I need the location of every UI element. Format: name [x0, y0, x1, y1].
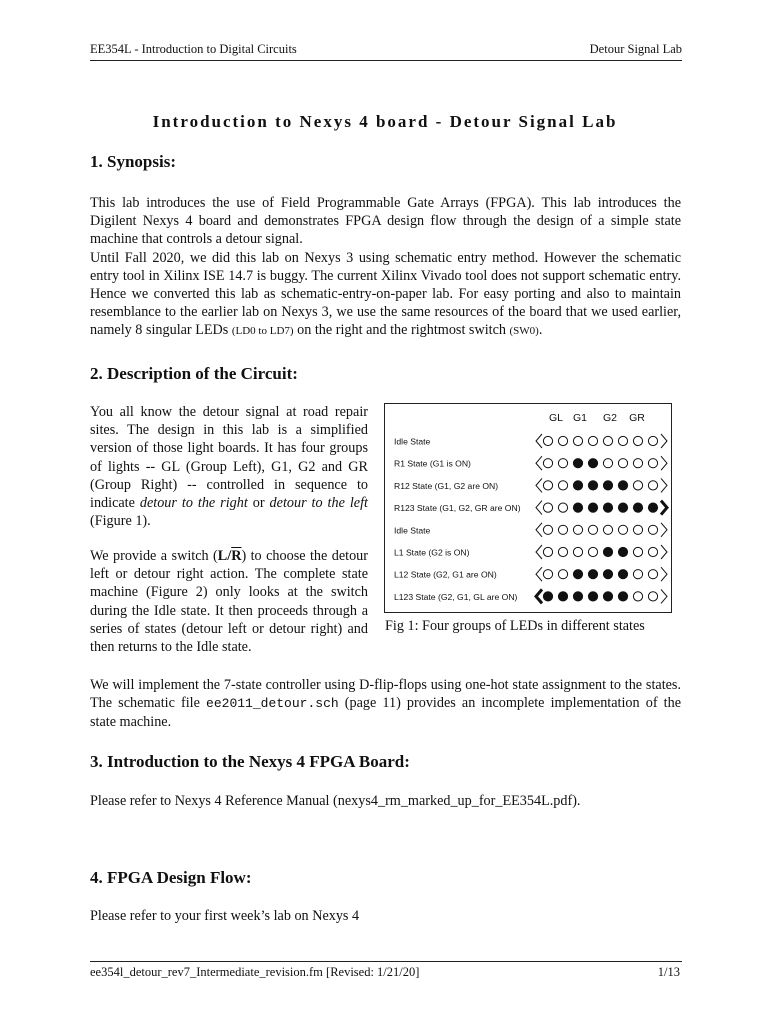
- state-label: Idle State: [394, 525, 431, 536]
- led-off: [618, 525, 627, 534]
- led-off: [648, 481, 657, 490]
- led-on: [543, 592, 552, 601]
- led-off: [543, 547, 552, 556]
- led-states-diagram: [385, 404, 671, 612]
- implementation-paragraph: [90, 676, 681, 732]
- led-off: [648, 459, 657, 468]
- led-off: [648, 547, 657, 556]
- led-off: [543, 503, 552, 512]
- left-chevron: [536, 478, 542, 492]
- implementation-text: (page 11) provides an incomplete implementation of the state machine.: [90, 695, 681, 731]
- led-off: [633, 547, 642, 556]
- switch-name: (SW0): [509, 325, 539, 338]
- led-on: [588, 592, 597, 601]
- led-on: [573, 592, 582, 601]
- led-off: [543, 570, 552, 579]
- header-rule: [90, 60, 682, 61]
- group-label-g2: G2: [602, 412, 618, 424]
- led-off: [558, 547, 567, 556]
- implementation-text: We will implement the 7-state controller using D-flip-flops using one-hot state assignment to the states. The schematic file: [90, 677, 681, 712]
- led-off: [633, 525, 642, 534]
- led-off: [558, 570, 567, 579]
- state-label: Idle State: [394, 436, 431, 447]
- led-off: [543, 459, 552, 468]
- circuit-text: ) to choose the detour left or detour right action. The complete state machine (Figure 2) only looks at the switch during the Idle state. It then proceeds through a series of states (detour left or detour right) and then returns to the Idle state.: [90, 548, 368, 656]
- led-off: [558, 503, 567, 512]
- right-chevron: [661, 434, 667, 448]
- circuit-text: (Figure 1).: [90, 513, 151, 530]
- state-label: R123 State (G1, G2, GR are ON): [394, 503, 521, 514]
- state-label: R1 State (G1 is ON): [394, 458, 471, 469]
- led-on: [603, 592, 612, 601]
- led-off: [618, 459, 627, 468]
- synopsis-text: Until Fall 2020, we did this lab on Nexys 3 using schematic entry method. However the schematic entry tool in Xilinx ISE 14.7 is buggy. The current Xilinx Vivado tool does not support schematic entry. Hence we converted this lab as schematic-entry-on-paper lab. For easy porting and also to maintain resemblance to the earlier lab on Nexys 3, we use the same resources of the board that we used earlier, namely 8 singular LEDs: [90, 249, 681, 339]
- led-off: [633, 481, 642, 490]
- led-off: [648, 436, 657, 445]
- section-3-body: Please refer to Nexys 4 Reference Manual (nexys4_rm_marked_up_for_EE354L.pdf).: [90, 793, 581, 809]
- synopsis-text: on the right and the rightmost switch: [293, 322, 510, 339]
- led-on: [573, 481, 582, 490]
- led-off: [558, 436, 567, 445]
- led-on: [618, 592, 627, 601]
- led-on: [618, 570, 627, 579]
- led-on: [618, 547, 627, 556]
- led-on: [588, 481, 597, 490]
- right-chevron: [661, 478, 667, 492]
- section-1-body: [90, 194, 681, 341]
- led-on: [618, 481, 627, 490]
- led-on: [603, 570, 612, 579]
- section-1-heading: 1. Synopsis:: [90, 152, 176, 171]
- left-chevron: [536, 589, 542, 603]
- page-number: 1/13: [657, 965, 680, 979]
- led-on: [603, 503, 612, 512]
- schematic-filename: ee2011_detour.sch: [206, 696, 339, 712]
- section-3-heading: 3. Introduction to the Nexys 4 FPGA Board:: [90, 752, 410, 771]
- section-2-heading: 2. Description of the Circuit:: [90, 364, 298, 383]
- led-on: [603, 481, 612, 490]
- circuit-text: We provide a switch (: [90, 548, 218, 564]
- state-label: L12 State (G2, G1 are ON): [394, 569, 497, 580]
- led-off: [558, 525, 567, 534]
- led-off: [543, 525, 552, 534]
- figure-1-caption: Fig 1: Four groups of LEDs in different states: [385, 618, 645, 634]
- left-chevron: [536, 434, 542, 448]
- led-off: [588, 436, 597, 445]
- led-on: [618, 503, 627, 512]
- switch-label-left: L/: [217, 548, 232, 564]
- right-chevron: [661, 501, 667, 515]
- led-range: (LD0 to LD7): [231, 325, 294, 338]
- circuit-text: You all know the detour signal at road repair sites. The design in this lab is a simplified version of those light boards. It has four groups of lights -- GL (Group Left), G1, G2 and GR (Group Right) -- controlled in sequence to indicate: [90, 404, 368, 512]
- led-on: [573, 503, 582, 512]
- led-on: [633, 503, 642, 512]
- led-off: [588, 525, 597, 534]
- led-on: [603, 547, 612, 556]
- footer-rule: [90, 961, 682, 962]
- state-label: L1 State (G2 is ON): [394, 547, 470, 558]
- right-chevron: [661, 589, 667, 603]
- led-off: [633, 459, 642, 468]
- group-label-g1: G1: [572, 412, 588, 424]
- synopsis-paragraph-1: This lab introduces the use of Field Programmable Gate Arrays (FPGA). This lab introduces the Digilent Nexys 4 board and demonstrates FPGA design flow through the design of a simple state machine that controls a detour signal.: [90, 195, 681, 248]
- led-on: [573, 459, 582, 468]
- circuit-emphasis: detour to the left: [269, 495, 368, 512]
- running-header-right: Detour Signal Lab: [589, 42, 682, 56]
- led-off: [648, 592, 657, 601]
- led-off: [603, 459, 612, 468]
- led-off: [603, 436, 612, 445]
- figure-1-led-states: [384, 403, 672, 613]
- led-off: [588, 547, 597, 556]
- led-off: [558, 459, 567, 468]
- led-on: [558, 592, 567, 601]
- led-on: [588, 459, 597, 468]
- synopsis-text: .: [538, 322, 543, 339]
- right-chevron: [661, 456, 667, 470]
- right-chevron: [661, 545, 667, 559]
- left-chevron: [536, 545, 542, 559]
- led-off: [573, 525, 582, 534]
- right-chevron: [661, 523, 667, 537]
- led-off: [633, 570, 642, 579]
- section-4-heading: 4. FPGA Design Flow:: [90, 868, 252, 887]
- left-chevron: [536, 523, 542, 537]
- led-off: [633, 592, 642, 601]
- led-on: [573, 570, 582, 579]
- led-off: [633, 436, 642, 445]
- led-on: [588, 570, 597, 579]
- led-off: [648, 525, 657, 534]
- group-label-gr: GR: [629, 412, 645, 424]
- circuit-emphasis: detour to the right: [139, 495, 248, 512]
- led-on: [648, 503, 657, 512]
- state-label: L123 State (G2, G1, GL are ON): [394, 591, 518, 602]
- led-off: [603, 525, 612, 534]
- led-off: [618, 436, 627, 445]
- right-chevron: [661, 567, 667, 581]
- left-chevron: [536, 501, 542, 515]
- left-chevron: [536, 567, 542, 581]
- circuit-column-paragraph-1: [90, 403, 368, 530]
- footer-filename: ee354l_detour_rev7_Intermediate_revision.fm [Revised: 1/21/20]: [90, 965, 420, 979]
- left-chevron: [536, 456, 542, 470]
- group-label-gl: GL: [548, 412, 564, 424]
- led-off: [573, 436, 582, 445]
- circuit-column-paragraph-2: [90, 547, 368, 656]
- led-off: [648, 570, 657, 579]
- state-label: R12 State (G1, G2 are ON): [394, 480, 499, 491]
- led-on: [588, 503, 597, 512]
- section-4-body: Please refer to your first week’s lab on Nexys 4: [90, 908, 360, 924]
- led-off: [573, 547, 582, 556]
- switch-label-right-bar: $\overline{R}$: [231, 548, 242, 564]
- synopsis-paragraph-2: [90, 249, 681, 341]
- page-title: Introduction to Nexys 4 board - Detour Signal Lab: [152, 112, 618, 131]
- led-off: [543, 436, 552, 445]
- running-header-left: EE354L - Introduction to Digital Circuits: [90, 42, 297, 56]
- circuit-text: or: [247, 495, 270, 512]
- led-off: [543, 481, 552, 490]
- led-off: [558, 481, 567, 490]
